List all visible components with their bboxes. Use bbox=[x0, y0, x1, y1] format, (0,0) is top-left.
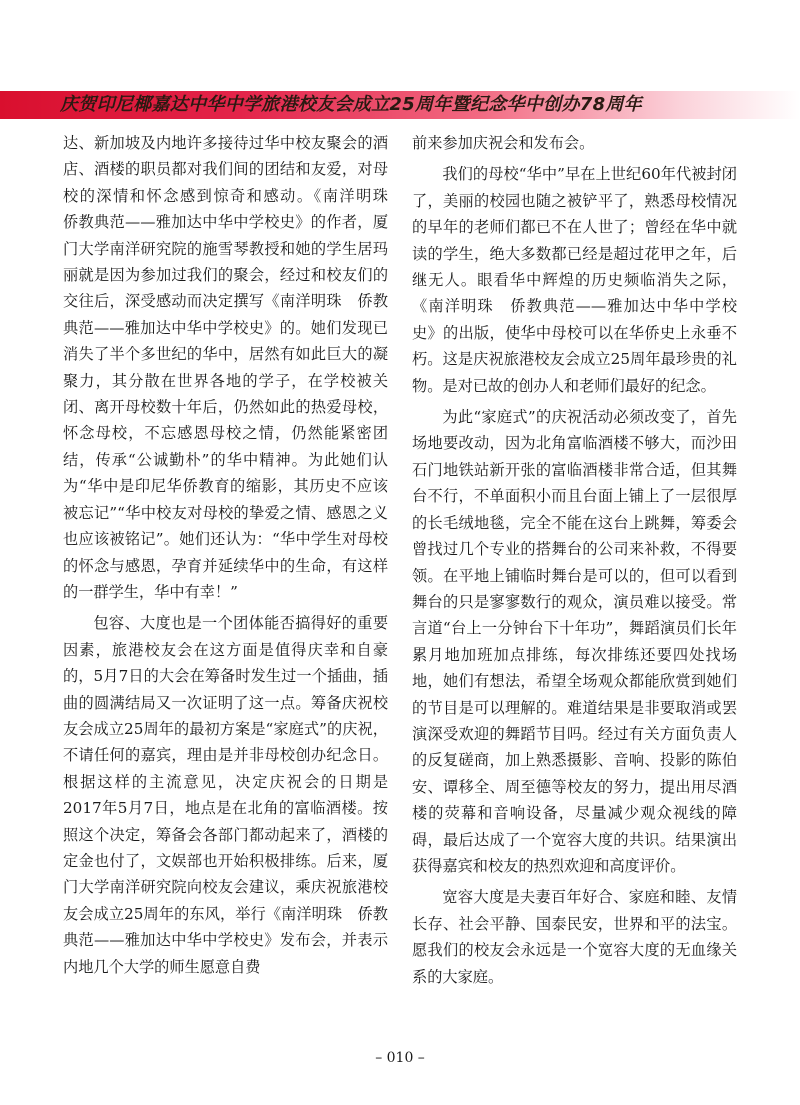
left-text-column bbox=[63, 130, 404, 980]
running-header-title: 庆贺印尼椰嘉达中华中学旅港校友会成立25周年暨纪念华中创办78周年 bbox=[60, 94, 642, 115]
paragraph-continued: 达、新加坡及内地许多接待过华中校友聚会的酒店、酒楼的职员都对我们间的团结和友爱，对母校的深情和怀念感到惊奇和感动。《南洋明珠 侨教典范——雅加达中华中学校史》的作者，厦门大学南洋研究院的施雪琴教授和她的学生居玛丽就是因为参加过我们的聚会，经过和校友们的交往后，深受感动而决定撰写《南洋明珠 侨教典范——雅加达中华中学校史》的。她们发现已消失了半个多世纪的华中，居然有如此巨大的凝聚力，其分散在世界各地的学子，在学校被关闭、离开母校数十年后，仍然如此的热爱母校，怀念母校，不忘感恩母校之情，仍然能紧密团结，传承“公诚勤朴”的华中精神。为此她们认为“华中是印尼华侨教育的缩影，其历史不应该被忘记”“华中校友对母校的挚爱之情、感恩之义也应该被铭记”。她们还认为：“华中学生对母校的怀念与感恩，孕育并延续华中的生命，有这样的一群学生，华中有幸！” bbox=[63, 134, 404, 601]
paragraph: 宽容大度是夫妻百年好合、家庭和睦、友情长存、社会平静、国泰民安，世界和平的法宝。愿我们的校友会永远是一个宽容大度的无血缘关系的大家庭。 bbox=[412, 888, 737, 986]
paragraph: 为此“家庭式”的庆祝活动必须改变了，首先场地要改动，因为北角富临酒楼不够大，而沙田石门地铁站新开张的富临酒楼非常合适，但其舞台不行，不单面积小而且台面上铺上了一层很厚的长毛绒地毯，完全不能在这台上跳舞，筹委会曾找过几个专业的搭舞台的公司来补救，不得要领。在平地上铺临时舞台是可以的，但可以看到舞台的只是寥寥数行的观众，演员难以接受。常言道“台上一分钟台下十年功”，舞蹈演员们长年累月地加班加点排练，每次排练还要四处找场地，她们有想法，希望全场观众都能欣赏到她们的节目是可以理解的。难道结果是非要取消或罢演深受欢迎的舞蹈节目吗。经过有关方面负责人的反复磋商，加上熟悉摄影、音响、投影的陈伯安、谭移全、周至德等校友的努力，提出用尽酒楼的荧幕和音响设备，尽量减少观众视线的障碍，最后达成了一个宽容大度的共识。结果演出获得嘉宾和校友的热烈欢迎和高度评价。 bbox=[412, 408, 737, 875]
paragraph: 我们的母校“华中”早在上世纪60年代被封闭了，美丽的校园也随之被铲平了，熟悉母校情况的早年的老师们都已不在人世了；曾经在华中就读的学生，绝大多数都已经是超过花甲之年，后继无人。眼看华中辉煌的历史频临消失之际，《南洋明珠 侨教典范——雅加达中华中学校史》的出版，使华中母校可以在华侨史上永垂不朽。这是庆祝旅港校友会成立25周年最珍贵的礼物。是对已故的创办人和老师们最好的纪念。 bbox=[412, 165, 737, 395]
paragraph: 包容、大度也是一个团体能否搞得好的重要因素，旅港校友会在这方面是值得庆幸和自豪的，5月7日的大会在筹备时发生过一个插曲，插曲的圆满结局又一次证明了这一点。筹备庆祝校友会成立25周年的最初方案是“家庭式”的庆祝，不请任何的嘉宾，理由是并非母校创办纪念日。根据这样的主流意见，决定庆祝会的日期是2017年5月7日，地点是在北角的富临酒楼。按照这个决定，筹备会各部门都动起来了，酒楼的定金也付了，文娱部也开始积极排练。后来，厦门大学南洋研究院向校友会建议，乘庆祝旅港校友会成立25周年的东风，举行《南洋明珠 侨教典范——雅加达中华中学校史》发布会，并表示内地几个大学的师生愿意自费 bbox=[63, 614, 388, 976]
paragraph-continued: 前来参加庆祝会和发布会。 bbox=[412, 134, 595, 152]
page-number: – 010 – bbox=[375, 1050, 425, 1066]
right-text-column bbox=[412, 130, 737, 990]
